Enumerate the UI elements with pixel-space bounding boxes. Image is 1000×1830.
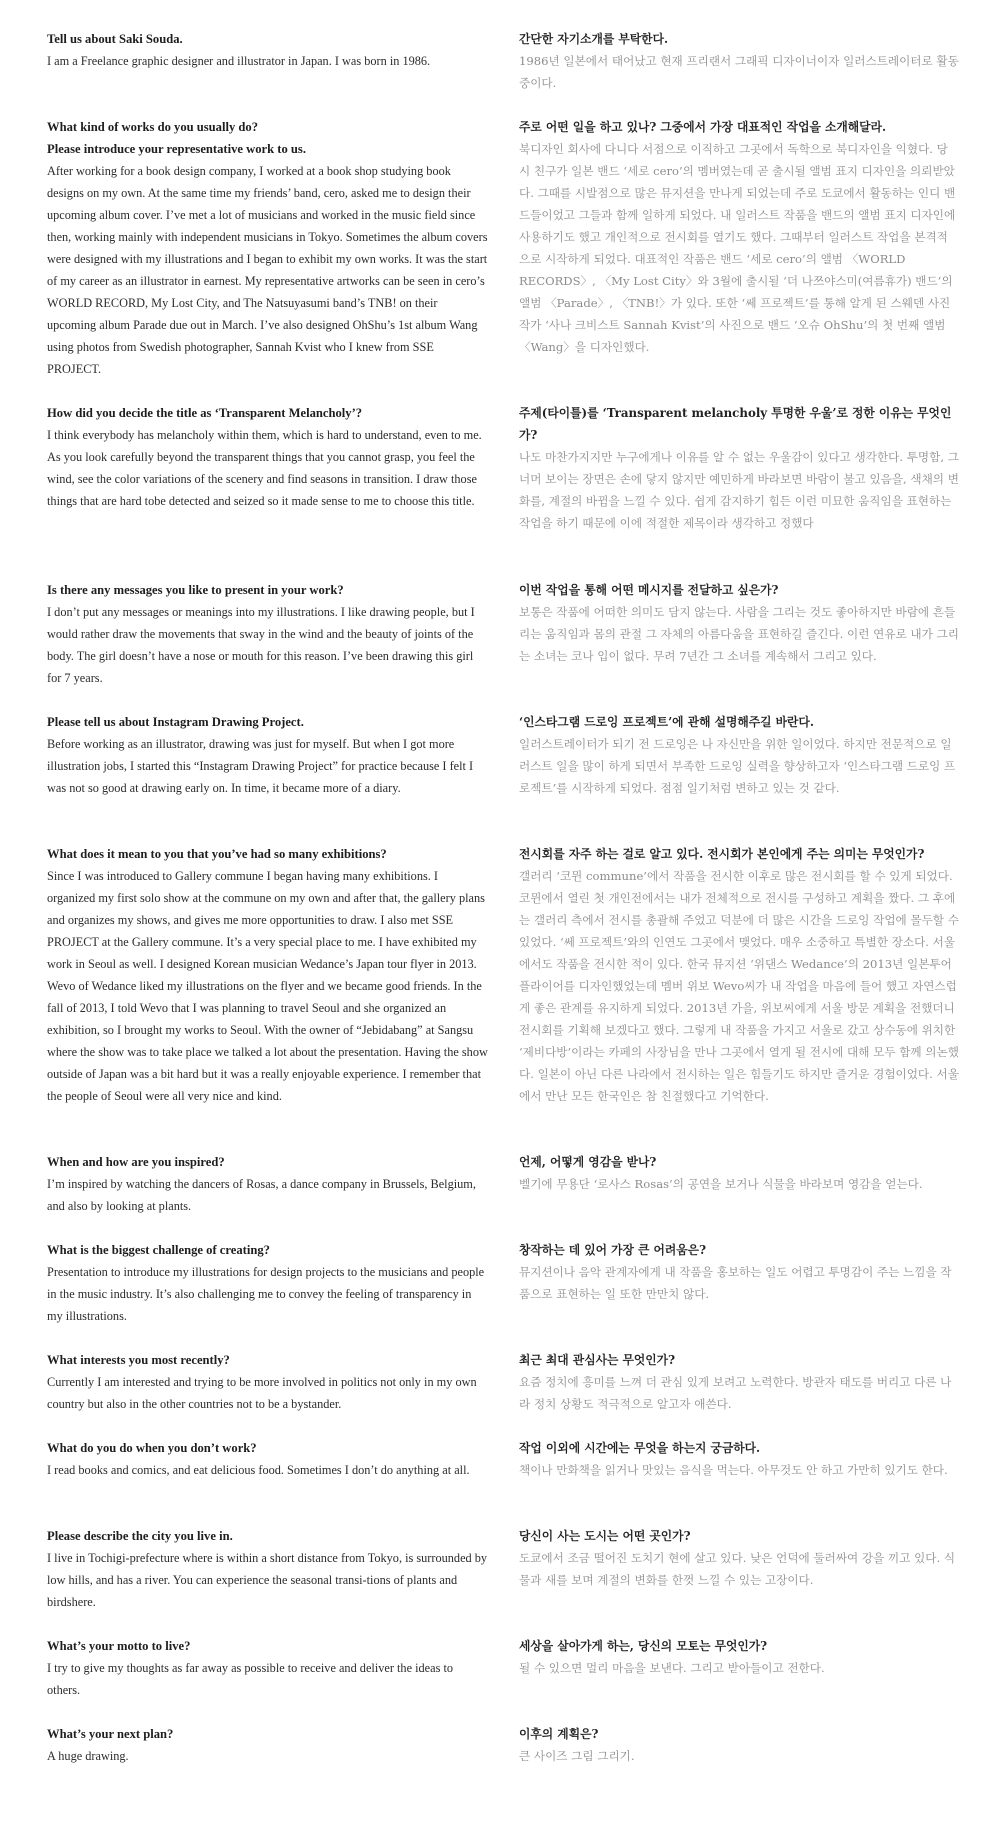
qa-section-ko — [519, 1437, 959, 1481]
question-ko: 최근 최대 관심사는 무엇인가? — [519, 1353, 675, 1367]
answer-en: Presentation to introduce my illustrations for design projects to the musicians and people in the music industry. It’s also challenging me to convey the feeling of transparency in my illustrations. — [47, 1265, 485, 1323]
qa-section-ko — [519, 116, 959, 358]
answer-en: I try to give my thoughts as far away as possible to receive and deliver the ideas to others. — [47, 1661, 454, 1697]
question-ko: 주제(타이틀)를 ‘Transparent melancholy 투명한 우울’로 정한 이유는 무엇인가? — [519, 406, 952, 442]
answer-ko: 뮤지션이나 음악 관계자에게 내 작품을 홍보하는 일도 어렵고 투명감이 주는 느낌을 작품으로 표현하는 일 또한 만만치 않다. — [519, 1265, 952, 1301]
question-en: Is there any messages you like to present in your work? — [47, 583, 344, 597]
qa-section-en — [47, 1151, 489, 1217]
qa-section-en — [47, 116, 489, 380]
question-en: What is the biggest challenge of creating? — [47, 1243, 270, 1257]
qa-section-en — [47, 1723, 489, 1767]
question-ko: 언제, 어떻게 영감을 받나? — [519, 1155, 657, 1169]
question-ko: 간단한 자기소개를 부탁한다. — [519, 32, 669, 46]
qa-section-en — [47, 579, 489, 689]
qa-section-en — [47, 1437, 489, 1481]
question-en: What interests you most recently? — [47, 1353, 230, 1367]
answer-ko: 요즘 정치에 흥미를 느껴 더 관심 있게 보려고 노력한다. 방관자 태도를 버리고 다른 나라 정치 상황도 적극적으로 알고자 애쓴다. — [519, 1375, 952, 1411]
question-en: What kind of works do you usually do? Please introduce your representative work to us. — [47, 120, 306, 156]
answer-en: I live in Tochigi-prefecture where is within a short distance from Tokyo, is surrounded by low hills, and has a river. You can experience the seasonal transi-tions of plants and birdshere. — [47, 1551, 488, 1609]
answer-ko: 책이나 만화책을 읽거나 맛있는 음식을 먹는다. 아무것도 안 하고 가만히 있기도 한다. — [519, 1463, 948, 1477]
question-ko: 이번 작업을 통해 어떤 메시지를 전달하고 싶은가? — [519, 583, 779, 597]
answer-en: I read books and comics, and eat delicious food. Sometimes I don’t do anything at all. — [47, 1463, 470, 1477]
question-en: How did you decide the title as ‘Transparent Melancholy’? — [47, 406, 363, 420]
qa-section-en — [47, 843, 489, 1107]
answer-ko: 북디자인 회사에 다니다 서점으로 이직하고 그곳에서 독학으로 북디자인을 익혔다. 당시 친구가 일본 밴드 ‘세로 cero’의 멤버였는데 곧 출시될 앨범 표지 디자인을 의뢰받았다. 그때를 시발점으로 많은 뮤지션을 만나게 되었는데 주로 도쿄에서 활동하는 인디 밴드들이었고 그들과 함께 일하게 되었다. 내 일러스트 작품을 밴드의 앨범 표지 디자인에 사용하기도 했고 개인적으로 전시회를 열기도 했다. 그때부터 일러스트 작업을 본격적으로 시작하게 되었다. 대표적인 작품은 밴드 ‘세로 cero’의 앨범 〈WORLD RECORDS〉, 〈My Lost City〉와 3월에 출시될 ‘더 나쯔야스미(여름휴가) 밴드’의 앨범 〈Parade〉, 〈TNB!〉가 있다. 또한 ‘쎄 프로젝트’를 통해 알게 된 스웨덴 사진작가 ‘사나 크비스트 Sannah Kvist’의 사진으로 밴드 ‘오슈 OhShu’의 첫 번째 앨범 〈Wang〉을 디자인했다. — [519, 142, 956, 354]
question-ko: 창작하는 데 있어 가장 큰 어려움은? — [519, 1243, 706, 1257]
qa-section-ko — [519, 1151, 959, 1195]
qa-section-ko — [519, 1239, 959, 1305]
question-en: Please tell us about Instagram Drawing Project. — [47, 715, 304, 729]
answer-en: Since I was introduced to Gallery commune I began having many exhibitions. I organized my first solo show at the commune on my own and after that, the gallery plans and organizes my shows, and gives me more opportunities to draw. I also met SSE PROJECT at the Gallery commune. It’s a very special place to me. I have exhibited my work in Seoul as well. I designed Korean musician Wedance’s Japan tour flyer in 2013. Wevo of Wedance liked my illustrations on the flyer and we became good friends. In the fall of 2013, I told Wevo that I was planning to travel Seoul and she organized an exhibition, so I brought my works to Seoul. With the owner of “Jebidabang” at Sangsu where the show was to take place we talked a lot about the presentation. Having the show outside of Japan was a bit hard but it was a really enjoyable experience. I remember that the people of Seoul were all very nice and kind. — [47, 869, 488, 1103]
question-ko: 당신이 사는 도시는 어떤 곳인가? — [519, 1529, 691, 1543]
qa-section-en — [47, 1525, 489, 1613]
qa-section-ko — [519, 1635, 959, 1679]
qa-section-en — [47, 402, 489, 512]
question-ko: 주로 어떤 일을 하고 있나? 그중에서 가장 대표적인 작업을 소개해달라. — [519, 120, 887, 134]
qa-section-ko — [519, 711, 959, 799]
answer-en: Before working as an illustrator, drawing was just for myself. But when I got more illustration jobs, I started this “Instagram Drawing Project” for practice because I felt I was not so good at drawing early on. In time, it became more of a diary. — [47, 737, 474, 795]
answer-ko: 큰 사이즈 그림 그리기. — [519, 1749, 635, 1763]
question-en: What’s your next plan? — [47, 1727, 174, 1741]
answer-ko: 갤러리 ‘코뮌 commune’에서 작품을 전시한 이후로 많은 전시회를 할 수 있게 되었다. 코뮌에서 열린 첫 개인전에서는 내가 전체적으로 전시를 구성하고 계획을 짰다. 그 후에는 갤러리 측에서 전시를 총괄해 주었고 덕분에 더 많은 시간을 드로잉 작업에 몰두할 수 있었다. ‘쎄 프로젝트’와의 인연도 그곳에서 맺었다. 매우 소중하고 특별한 장소다. 서울에서도 작품을 전시한 적이 있다. 한국 뮤지션 ‘위댄스 Wedance’의 2013년 일본투어 플라이어를 디자인했었는데 멤버 위보 Wevo씨가 내 작업을 마음에 들어 했고 자연스럽게 좋은 관계를 유지하게 되었다. 2013년 가을, 위보씨에게 서울 방문 계획을 전했더니 전시회를 기획해 보겠다고 했다. 그렇게 내 작품을 가지고 서울로 갔고 상수동에 위치한 ‘제비다방’이라는 카페의 사장님을 만나 그곳에서 열게 될 전시에 대해 모두 함께 의논했다. 일본이 아닌 다른 나라에서 전시하는 일은 힘들기도 하지만 즐거운 경험이었다. 서울에서 만난 모든 한국인은 참 친절했다고 기억한다. — [519, 869, 959, 1103]
question-en: What’s your motto to live? — [47, 1639, 191, 1653]
answer-ko: 보통은 작품에 어떠한 의미도 담지 않는다. 사람을 그리는 것도 좋아하지만 바람에 흔들리는 움직임과 몸의 관절 그 자체의 아름다움을 표현하길 즐긴다. 이런 연유로 내가 그리는 소녀는 코나 입이 없다. 무려 7년간 그 소녀를 계속해서 그리고 있다. — [519, 605, 959, 663]
answer-en: I don’t put any messages or meanings into my illustrations. I like drawing people, but I would rather draw the movements that sway in the wind and the beauty of joints of the body. The girl doesn’t have a nose or mouth for this reason. I’ve been drawing this girl for 7 years. — [47, 605, 475, 685]
answer-en: I think everybody has melancholy within them, which is hard to understand, even to me. As you look carefully beyond the transparent things that you cannot grasp, you feel the wind, see the color variations of the scenery and find seasons in transition. I draw those things that are hard tobe detected and seized so it made sense to me to choose this title. — [47, 428, 482, 508]
qa-section-en — [47, 1239, 489, 1327]
question-en: What do you do when you don’t work? — [47, 1441, 257, 1455]
qa-section-en — [47, 711, 489, 799]
answer-ko: 일러스트레이터가 되기 전 드로잉은 나 자신만을 위한 일이었다. 하지만 전문적으로 일러스트 일을 많이 하게 되면서 부족한 드로잉 실력을 향상하고자 ‘인스타그램 드로잉 프로젝트’를 시작하게 되었다. 점점 일기처럼 변하고 있는 것 같다. — [519, 737, 956, 795]
answer-ko: 벨기에 무용단 ‘로사스 Rosas’의 공연을 보거나 식물을 바라보며 영감을 얻는다. — [519, 1177, 923, 1191]
qa-section-en — [47, 28, 489, 72]
answer-en: After working for a book design company, I worked at a book shop studying book designs on my own. At the same time my friends’ band, cero, asked me to design their upcoming album cover. I’ve met a lot of musicians and worked in the music field since then, working mainly with independent musicians in Tokyo. Sometimes the album covers were designed with my illustrations and I began to exhibit my own works. It was the start of my career as an illustrator in earnest. My representative artworks can be seen in cero’s WORLD RECORD, My Lost City, and The Natsuyasumi band’s TNB! on their upcoming album Parade due out in March. I’ve also designed OhShu’s 1st album Wang using photos from Swedish photographer, Sannah Kvist who I knew from SSE PROJECT. — [47, 164, 488, 376]
qa-section-ko — [519, 843, 959, 1107]
qa-section-en — [47, 1635, 489, 1701]
answer-en: I’m inspired by watching the dancers of Rosas, a dance company in Brussels, Belgium, and also by looking at plants. — [47, 1177, 476, 1213]
qa-section-en — [47, 1349, 489, 1415]
answer-en: I am a Freelance graphic designer and illustrator in Japan. I was born in 1986. — [47, 54, 431, 68]
answer-ko: 될 수 있으면 멀리 마음을 보낸다. 그리고 받아들이고 전한다. — [519, 1661, 825, 1675]
question-ko: ‘인스타그램 드로잉 프로젝트’에 관해 설명해주길 바란다. — [519, 715, 814, 729]
question-ko: 이후의 계획은? — [519, 1727, 599, 1741]
answer-ko: 1986년 일본에서 태어났고 현재 프리랜서 그래픽 디자이너이자 일러스트레이터로 활동 중이다. — [519, 54, 959, 90]
answer-en: Currently I am interested and trying to be more involved in politics not only in my own country but also in the other countries not to be a bystander. — [47, 1375, 477, 1411]
qa-section-ko — [519, 1525, 959, 1591]
answer-ko: 나도 마찬가지지만 누구에게나 이유를 알 수 없는 우울감이 있다고 생각한다. 투명함, 그 너머 보이는 장면은 손에 닿지 않지만 예민하게 바라보면 바람이 불고 있음을, 색채의 변화를, 계절의 바뀜을 느낄 수 있다. 쉽게 감지하기 힘든 이런 미묘한 움직임을 표현하는 작업을 하기 때문에 이에 적절한 제목이라 생각하고 정했다 — [519, 450, 959, 530]
question-ko: 전시회를 자주 하는 걸로 알고 있다. 전시회가 본인에게 주는 의미는 무엇인가? — [519, 847, 925, 861]
question-ko: 세상을 살아가게 하는, 당신의 모토는 무엇인가? — [519, 1639, 768, 1653]
question-ko: 작업 이외에 시간에는 무엇을 하는지 궁금하다. — [519, 1441, 761, 1455]
qa-section-ko — [519, 579, 959, 667]
qa-section-ko — [519, 402, 959, 534]
qa-section-ko — [519, 28, 959, 94]
question-en: What does it mean to you that you’ve had so many exhibitions? — [47, 847, 387, 861]
qa-section-ko — [519, 1723, 959, 1767]
qa-section-ko — [519, 1349, 959, 1415]
question-en: When and how are you inspired? — [47, 1155, 225, 1169]
question-en: Please describe the city you live in. — [47, 1529, 233, 1543]
answer-en: A huge drawing. — [47, 1749, 129, 1763]
answer-ko: 도쿄에서 조금 떨어진 도치기 현에 살고 있다. 낮은 언덕에 둘러싸여 강을 끼고 있다. 식물과 새를 보며 계절의 변화를 한껏 느낄 수 있는 고장이다. — [519, 1551, 956, 1587]
question-en: Tell us about Saki Souda. — [47, 32, 183, 46]
